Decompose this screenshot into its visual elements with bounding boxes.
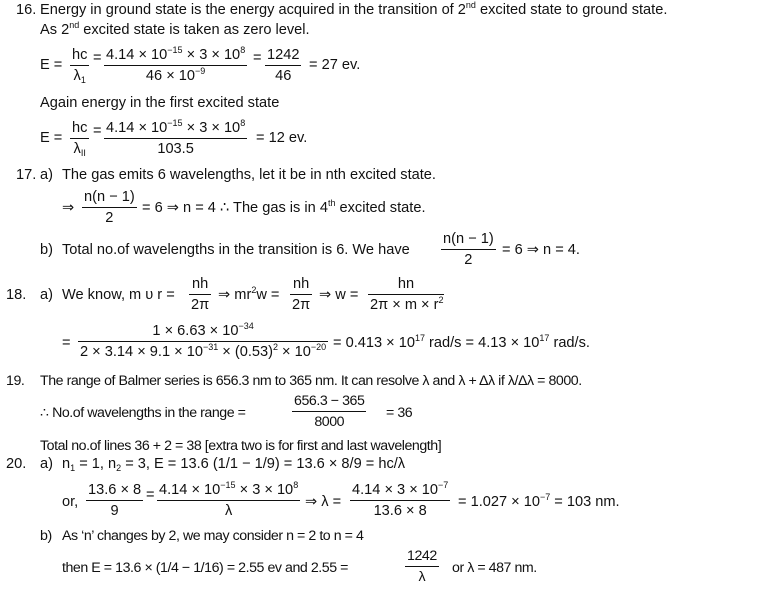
numerator: 656.3 − 365 [294, 393, 365, 409]
denominator: 103.5 [104, 138, 247, 157]
q20b-line2: then E = 13.6 × (1/4 − 1/16) = 2.55 ev and 2.55 = [62, 560, 348, 576]
text: × 3 × 10 [182, 47, 241, 63]
fraction [189, 276, 211, 313]
denominator: λ [405, 566, 439, 585]
q20b-result: or λ = 487 nm. [452, 560, 537, 576]
text: 46 × 10 [145, 68, 196, 84]
question-number: 19. [6, 373, 25, 389]
superscript: 17 [414, 333, 425, 343]
denominator: 46 [265, 65, 301, 84]
numerator: n(n − 1) [84, 189, 135, 205]
result: = 27 ev. [309, 57, 361, 73]
text: 4.14 × 10 [106, 120, 168, 136]
superscript: 2 [438, 295, 444, 305]
denominator [104, 65, 247, 84]
denominator [78, 341, 328, 360]
text: As 2 [40, 22, 70, 38]
text: rad/s. [549, 335, 590, 351]
fraction [78, 323, 328, 360]
denominator: λ [157, 500, 300, 519]
equals: = [62, 335, 71, 351]
text: × 10 [278, 344, 311, 360]
superscript: −20 [310, 342, 327, 352]
implies-mr2w [218, 287, 279, 304]
fraction [292, 393, 366, 430]
text: 4.14 × 3 × 10 [352, 482, 439, 498]
part-label: b) [40, 242, 53, 258]
part-label: a) [40, 167, 53, 183]
superscript: th [327, 198, 336, 208]
subscript: 1 [80, 75, 86, 85]
text: 1 × 6.63 × 10 [152, 323, 239, 339]
denominator [70, 65, 89, 84]
q17b-text: Total no.of wavelengths in the transition is 6. We have [62, 242, 410, 258]
text: n [62, 456, 71, 472]
text: = 0.413 × 10 [333, 335, 415, 351]
text: = 1.027 × 10 [458, 494, 540, 510]
q20a-result [458, 494, 620, 511]
text: 2π × m × r [370, 297, 439, 313]
subscript: II [80, 148, 86, 158]
q17b-result: = 6 ⇒ n = 4. [502, 242, 580, 258]
text: 4.14 × 10 [159, 482, 221, 498]
superscript: −7 [539, 492, 551, 502]
numerator [104, 47, 247, 65]
equation-lhs: E = [40, 130, 63, 146]
equation-lhs: E = [40, 57, 63, 73]
numerator: nh [292, 276, 310, 292]
numerator: 1242 [267, 47, 300, 63]
numerator: 13.6 × 8 [88, 482, 142, 498]
q18a-text: We know, m υ r = [62, 287, 175, 303]
denominator: 13.6 × 8 [350, 500, 450, 519]
q17a-text: The gas emits 6 wavelengths, let it be in nth excited state. [62, 167, 436, 183]
equals: = [253, 50, 262, 66]
denominator: 8000 [292, 411, 366, 430]
result: = 12 ev. [256, 130, 308, 146]
denominator [368, 294, 444, 313]
superscript: −15 [220, 480, 236, 490]
superscript: 8 [240, 118, 246, 128]
denominator: 2 [441, 249, 496, 268]
numerator: nh [191, 276, 209, 292]
part-label: b) [40, 528, 52, 544]
equals: = [93, 50, 102, 66]
question-number: 18. [6, 287, 27, 303]
q19-line1: The range of Balmer series is 656.3 nm to 365 nm. It can resolve λ and λ + Δλ if λ/Δλ = 8000. [40, 373, 582, 389]
superscript: 2 [272, 342, 278, 352]
text: = 6 ⇒ n = 4 ∴ The gas is in 4 [142, 200, 328, 216]
denominator [70, 138, 89, 157]
fraction [265, 47, 301, 84]
text: = 3, E = 13.6 (1/1 − 1/9) = 13.6 × 8/9 = hc/λ [121, 456, 406, 472]
numerator: 1242 [407, 548, 437, 564]
text: × 3 × 10 [235, 482, 294, 498]
question-number: 20. [6, 456, 27, 472]
q19-line2: ∴ No.of wavelengths in the range = [40, 405, 246, 421]
text: = 1, n [75, 456, 117, 472]
text: × (0.53) [218, 344, 273, 360]
equals: = [93, 123, 102, 139]
q16-line2 [40, 22, 310, 39]
q19-result: = 36 [386, 405, 413, 421]
denominator: 2 [82, 207, 137, 226]
text: excited state. [335, 200, 426, 216]
superscript: 8 [293, 480, 299, 490]
fraction [104, 47, 247, 84]
lambda: λ [73, 68, 81, 84]
text: ⇒ mr [218, 287, 252, 303]
q20a-line [62, 456, 405, 473]
fraction [350, 482, 450, 519]
text: excited state is taken as zero level. [79, 22, 310, 38]
question-number: 17. [16, 167, 37, 183]
superscript: nd [69, 20, 80, 30]
q16-line1 [40, 2, 667, 19]
text: 2 × 3.14 × 9.1 × 10 [80, 344, 203, 360]
implies-arrow: ⇒ [62, 200, 75, 216]
fraction [441, 231, 496, 268]
fraction [70, 120, 89, 157]
text: Energy in ground state is the energy acquired in the transition of 2 [40, 2, 466, 18]
superscript: −31 [202, 342, 219, 352]
implies-w: ⇒ w = [319, 287, 359, 303]
superscript: −9 [195, 66, 206, 76]
superscript: −7 [438, 480, 449, 490]
numerator [157, 482, 300, 500]
numerator: hn [397, 276, 415, 292]
numerator: hc [72, 47, 88, 63]
denominator: 2π [290, 294, 312, 313]
numerator [350, 482, 450, 500]
numerator [104, 120, 247, 138]
superscript: −15 [167, 45, 183, 55]
subscript: 2 [116, 463, 122, 473]
implies-lambda: ⇒ λ = [305, 494, 342, 510]
superscript: 8 [240, 45, 246, 55]
equals: = [146, 487, 155, 503]
denominator: 2π [189, 294, 211, 313]
fraction [405, 548, 439, 585]
fraction [86, 482, 143, 519]
fraction [70, 47, 89, 84]
q16-line3: Again energy in the first excited state [40, 95, 280, 111]
numerator: hc [72, 120, 88, 136]
superscript: 17 [539, 333, 550, 343]
numerator [150, 323, 255, 341]
or-label: or, [62, 494, 79, 510]
part-label: a) [40, 456, 53, 472]
fraction [104, 120, 247, 157]
numerator: n(n − 1) [443, 231, 494, 247]
text: 4.14 × 10 [106, 47, 168, 63]
q18-result [333, 335, 590, 352]
fraction [368, 276, 444, 313]
q17a-result [142, 200, 426, 217]
superscript: nd [465, 0, 476, 10]
part-label: a) [40, 287, 53, 303]
subscript: 1 [70, 463, 76, 473]
superscript: −34 [238, 321, 254, 331]
text: × 3 × 10 [182, 120, 241, 136]
denominator: 9 [86, 500, 143, 519]
fraction [157, 482, 300, 519]
lambda: λ [73, 141, 81, 157]
q19-line3: Total no.of lines 36 + 2 = 38 [extra two is for first and last wavelength] [40, 438, 442, 454]
text: = 103 nm. [550, 494, 620, 510]
fraction [82, 189, 137, 226]
text: excited state to ground state. [475, 2, 668, 18]
superscript: 2 [251, 285, 257, 295]
question-number: 16. [16, 2, 37, 18]
fraction [290, 276, 312, 313]
text: w = [256, 287, 280, 303]
text: rad/s = 4.13 × 10 [424, 335, 540, 351]
superscript: −15 [167, 118, 183, 128]
q20b-line1: As ‘n’ changes by 2, we may consider n = 2 to n = 4 [62, 528, 364, 544]
